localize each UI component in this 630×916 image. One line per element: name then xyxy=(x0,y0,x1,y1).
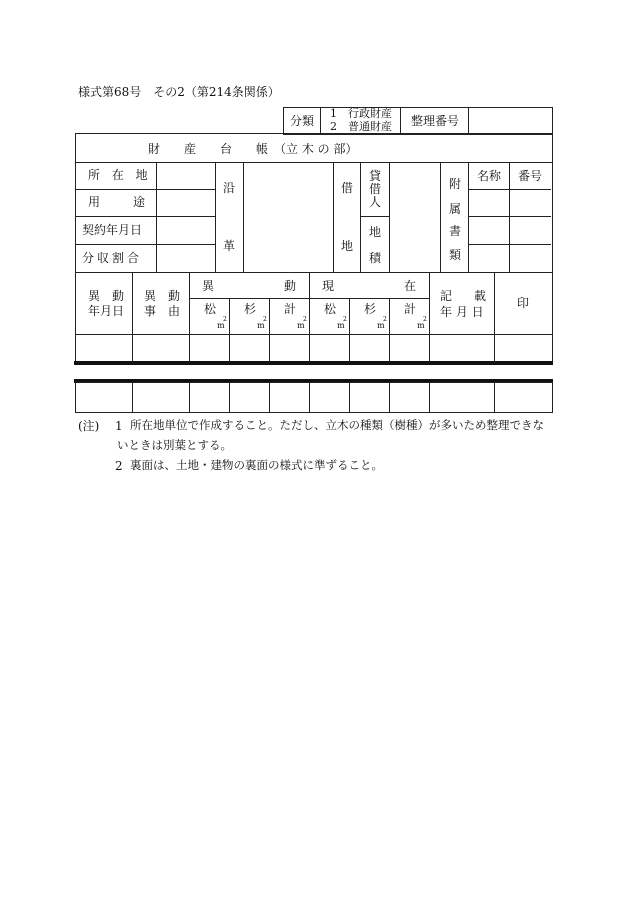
note-2-text: 裏面は、土地・建物の裏面の様式に準ずること。 xyxy=(130,458,383,472)
note-1-number: 1 xyxy=(115,419,123,433)
header-matsu-current: 松 xyxy=(324,302,337,316)
classification-option-1-num: 1 xyxy=(330,107,337,120)
header-attachment-name: 名称 xyxy=(477,169,502,183)
label-contract-date: 契約年月日 xyxy=(82,223,143,237)
form-id: 様式第68号 その2（第214条関係） xyxy=(78,85,280,99)
header-current-gen: 現 xyxy=(322,279,335,293)
label-enkaku-2: 革 xyxy=(223,239,236,253)
unit-sup-2: 2 xyxy=(263,316,267,323)
label-fuzoku-1: 附 xyxy=(449,177,462,191)
label-chiseki-2: 積 xyxy=(369,251,382,265)
unit-sup-6: 2 xyxy=(423,316,427,323)
header-record-sai: 載 xyxy=(474,289,487,303)
label-shakuchi-1: 借 xyxy=(341,181,354,195)
label-kashi-3: 人 xyxy=(369,195,382,209)
label-fuzoku-3: 書 xyxy=(449,224,462,238)
unit-sup-4: 2 xyxy=(343,316,347,323)
note-1-line-2: いときは別葉とする。 xyxy=(117,438,232,452)
label-usage: 用 途 xyxy=(88,195,149,209)
ledger-title: 財 産 台 帳 （立 木 の 部） xyxy=(148,142,358,156)
header-attachment-number: 番号 xyxy=(518,169,543,183)
header-sugi-change: 杉 xyxy=(244,302,257,316)
unit-sup-3: 2 xyxy=(303,316,307,323)
classification-option-2-num: 2 xyxy=(330,120,337,133)
label-shakuchi-2: 地 xyxy=(341,239,354,253)
unit-sup-1: 2 xyxy=(223,316,227,323)
header-record-date: 年 月 日 xyxy=(440,305,484,319)
note-2-number: 2 xyxy=(115,459,123,473)
unit-m-5: m xyxy=(377,321,385,330)
cut-line-top xyxy=(74,361,553,365)
unit-sup-5: 2 xyxy=(383,316,387,323)
label-chiseki-1: 地 xyxy=(369,225,382,239)
header-change-reason-2: 事 由 xyxy=(144,304,181,318)
classification-label: 分類 xyxy=(290,114,315,128)
label-enkaku-1: 沿 xyxy=(223,181,236,195)
label-fuzoku-2: 属 xyxy=(449,202,462,216)
unit-m-1: m xyxy=(217,321,225,330)
label-kashi-1: 貸 xyxy=(369,169,382,183)
header-record-ki: 記 xyxy=(440,289,453,303)
header-change-reason-1: 異 動 xyxy=(144,289,181,303)
continuation-row xyxy=(75,382,553,413)
header-change-date-1: 異 動 xyxy=(88,289,125,303)
note-marker: (注) xyxy=(78,419,100,433)
unit-m-2: m xyxy=(257,321,265,330)
unit-m-3: m xyxy=(297,321,305,330)
header-kei-current: 計 xyxy=(404,302,417,316)
header-change-dou: 動 xyxy=(284,279,297,293)
label-kashi-2: 借 xyxy=(369,182,382,196)
classification-option-2: 普通財産 xyxy=(348,120,392,133)
unit-m-6: m xyxy=(417,321,425,330)
header-change-date-2: 年月日 xyxy=(88,304,125,318)
unit-m-4: m xyxy=(337,321,345,330)
note-1-line-1: 所在地単位で作成すること。ただし、立木の種類（樹種）が多いため整理できな xyxy=(130,418,544,432)
classification-option-1: 行政財産 xyxy=(348,107,392,120)
header-change-ei: 異 xyxy=(202,279,215,293)
label-fuzoku-4: 類 xyxy=(449,248,462,262)
header-current-zai: 在 xyxy=(404,279,417,293)
header-matsu-change: 松 xyxy=(204,302,217,316)
reference-number-label: 整理番号 xyxy=(411,114,460,128)
label-share-ratio: 分収割合 xyxy=(82,251,143,265)
header-kei-change: 計 xyxy=(284,302,297,316)
label-location: 所 在 地 xyxy=(88,168,152,182)
header-sugi-current: 杉 xyxy=(364,302,377,316)
header-seal: 印 xyxy=(517,296,530,310)
